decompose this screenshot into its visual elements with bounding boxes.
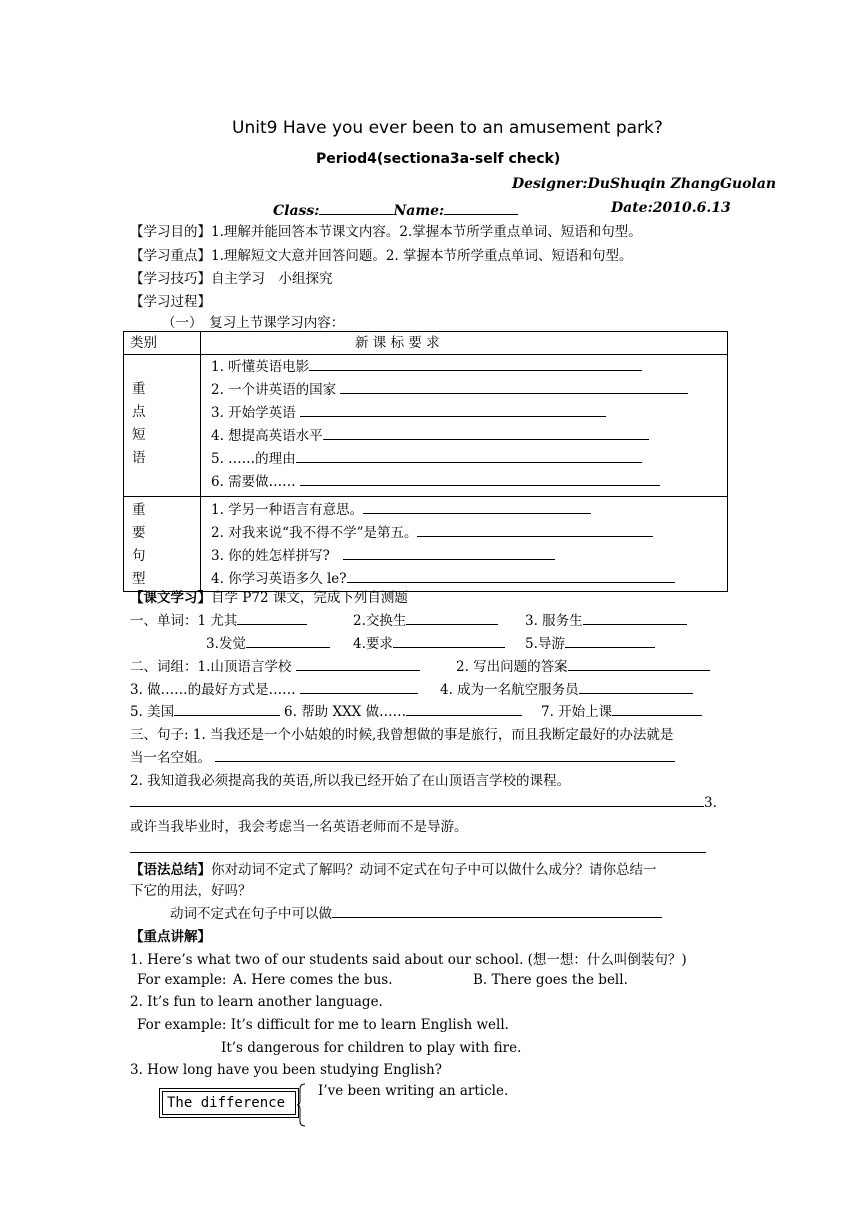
sentences-label: 三、句子: — [130, 727, 189, 743]
keypoint-1-example-label: For example: — [137, 972, 227, 988]
answer-blank[interactable] — [174, 701, 280, 716]
sentence-2: 2. 我知道我必须提高我的英语,所以我已经开始了在山顶语言学校的课程。 — [130, 773, 570, 789]
phrase-item — [284, 700, 522, 720]
list-item: 4. 你学习英语多久 le? — [201, 568, 727, 591]
list-item: 3. 你的姓怎样拼写? — [201, 545, 727, 568]
category-char: 句 — [132, 548, 146, 564]
answer-blank[interactable] — [323, 425, 649, 440]
answer-blank[interactable] — [246, 633, 330, 648]
keypoint-2-example-a: It’s difficult for me to learn English well. — [230, 1017, 509, 1033]
list-item: 4. 想提高英语水平 — [201, 425, 727, 448]
answer-blank[interactable] — [130, 838, 706, 853]
phrase-prompt: 5. 美国 — [130, 704, 175, 720]
sentence-prompt: 当一名空姐。 — [130, 750, 211, 766]
class-label: Class: — [273, 203, 320, 219]
list-item: 2. 对我来说“我不得不学”是第五。 — [201, 522, 727, 545]
page-title: Unit9 Have you ever been to an amusement park? — [232, 118, 663, 138]
phrase-prompt: 2. 写出问题的答案 — [456, 659, 568, 675]
answer-blank[interactable] — [406, 610, 498, 625]
header-category: 类别 — [124, 332, 201, 355]
phrase-items — [201, 355, 728, 497]
phrase-category — [124, 355, 201, 497]
lesson-heading: 【课文学习】 — [130, 590, 211, 606]
sentence-1-line-b — [130, 746, 675, 766]
answer-blank[interactable] — [583, 610, 687, 625]
answer-blank[interactable] — [393, 633, 505, 648]
phrase-prompt: 1.山顶语言学校 — [197, 659, 292, 675]
lesson-instructions: 自学 P72 课文，完成下列自测题 — [211, 590, 408, 606]
phrase-item — [456, 655, 710, 675]
category-char: 要 — [132, 525, 146, 541]
answer-blank[interactable] — [300, 679, 418, 694]
keypoint-1-example-a: A. Here comes the bus. — [233, 972, 393, 988]
list-item: 1. 听懂英语电影 — [201, 356, 727, 379]
category-char: 语 — [132, 450, 146, 466]
keypoint-3: 3. How long have you been studying English? — [130, 1062, 442, 1078]
sentence-3: 或许当我毕业时，我会考虑当一名英语老师而不是导游。 — [130, 819, 468, 835]
phrase-prompt: 4. 成为一名航空服务员 — [440, 682, 579, 698]
answer-blank[interactable] — [130, 792, 704, 807]
answer-blank[interactable] — [363, 499, 591, 514]
list-item: 5. ……的理由 — [201, 448, 727, 471]
name-blank — [444, 200, 518, 215]
phrase-prompt: 6. 帮助 XXX 做…… — [284, 704, 407, 720]
answer-blank[interactable] — [579, 679, 693, 694]
learning-focus: 【学习重点】1.理解短文大意并回答问题。2. 掌握本节所学重点单词、短语和句型。 — [130, 248, 633, 264]
lesson-heading-line — [130, 586, 408, 606]
keypoint-1: 1. Here’s what two of our students said about our school. (想一想：什么叫倒装句？) — [130, 952, 687, 968]
phrase-item — [130, 700, 280, 720]
answer-blank[interactable] — [215, 747, 675, 762]
word-prompt: 2.交换生 — [353, 613, 407, 629]
word-prompt: 1 尤其 — [197, 613, 238, 629]
keypoint-2-example-a-line — [137, 1017, 509, 1033]
review-heading: （一） 复习上节课学习内容： — [162, 315, 345, 331]
list-item: 2. 一个讲英语的国家 — [201, 379, 727, 402]
phrase-item — [130, 655, 420, 675]
sentence-1-line-a — [130, 723, 673, 743]
sentence-2-answer — [130, 792, 717, 811]
grammar-heading: 【语法总结】 — [130, 862, 211, 878]
category-char: 重 — [132, 381, 146, 397]
sentence-prompt: 1. 当我还是一个小姑娘的时候,我曾想做的事是旅行，而且我断定最好的办法就是 — [192, 727, 674, 743]
answer-blank[interactable] — [296, 656, 420, 671]
keypoints-heading: 【重点讲解】 — [130, 929, 211, 945]
grammar-line-b: 下它的用法，好吗？ — [130, 883, 252, 899]
date-line: Date:2010.6.13 — [611, 200, 731, 216]
category-char: 短 — [132, 427, 146, 443]
answer-blank[interactable] — [309, 356, 642, 371]
answer-blank[interactable] — [332, 903, 662, 918]
list-item: 6. 需要做…… — [201, 471, 727, 494]
word-prompt: 4.要求 — [353, 636, 393, 652]
answer-blank[interactable] — [406, 701, 522, 716]
class-blank — [319, 200, 393, 215]
answer-blank[interactable] — [343, 545, 555, 560]
word-prompt: 3. 服务生 — [525, 613, 583, 629]
words-label: 一、单词： — [130, 613, 198, 629]
sentence-3-number: 3. — [704, 795, 717, 811]
word-prompt: 5.导游 — [525, 636, 565, 652]
keypoint-2-example-b: It’s dangerous for children to play with fire. — [221, 1040, 522, 1056]
answer-blank[interactable] — [612, 701, 702, 716]
answer-blank[interactable] — [565, 633, 655, 648]
difference-example: I’ve been writing an article. — [318, 1083, 509, 1099]
grammar-line-a — [130, 858, 657, 878]
name-label: Name: — [393, 203, 445, 219]
word-item — [353, 632, 505, 652]
category-char: 点 — [132, 404, 146, 420]
sentence-3-answer — [130, 838, 706, 857]
grammar-prompt-line — [170, 902, 662, 922]
list-item: 3. 开始学英语 — [201, 402, 727, 425]
keypoint-2: 2. It’s fun to learn another language. — [130, 994, 383, 1010]
class-name-line — [273, 200, 518, 219]
sentence-group-row — [124, 497, 728, 592]
answer-blank[interactable] — [568, 656, 710, 671]
word-item — [353, 609, 498, 629]
difference-box: The difference — [162, 1091, 296, 1115]
category-char: 型 — [132, 571, 146, 587]
phrase-item — [130, 678, 418, 698]
requirements-table — [123, 331, 728, 592]
phrases-label: 二、词组： — [130, 659, 198, 675]
keypoint-2-example-label: For example: — [137, 1017, 227, 1033]
sentence-category — [124, 497, 201, 592]
word-item — [525, 609, 687, 629]
learning-goal: 【学习目的】1.理解并能回答本节课文内容。2.掌握本节所学重点单词、短语和句型。 — [130, 224, 642, 240]
list-item: 1. 学另一种语言有意思。 — [201, 499, 727, 522]
phrase-prompt: 7. 开始上课 — [541, 704, 613, 720]
left-brace-icon — [296, 1083, 306, 1127]
period-subtitle: Period4(sectiona3a-self check) — [316, 151, 561, 167]
sentence-items — [201, 497, 728, 592]
learning-process: 【学习过程】 — [130, 294, 211, 310]
answer-blank[interactable] — [340, 379, 688, 394]
keypoint-1-example-b: B. There goes the bell. — [473, 972, 628, 988]
answer-blank[interactable] — [300, 471, 660, 486]
phrase-item — [440, 678, 693, 698]
answer-blank[interactable] — [237, 610, 307, 625]
word-item — [525, 632, 655, 652]
learning-skills: 【学习技巧】自主学习 小组探究 — [130, 271, 333, 287]
word-item — [206, 632, 330, 652]
answer-blank[interactable] — [417, 522, 653, 537]
grammar-prompt: 动词不定式在句子中可以做 — [170, 906, 332, 922]
category-char: 重 — [132, 502, 146, 518]
designer-line: Designer:DuShuqin ZhangGuolan — [512, 176, 777, 192]
phrase-prompt: 3. 做……的最好方式是…… — [130, 682, 296, 698]
answer-blank[interactable] — [296, 448, 642, 463]
answer-blank[interactable] — [300, 402, 606, 417]
word-prompt: 3.发觉 — [206, 636, 246, 652]
table-header-row — [124, 332, 728, 355]
words-line-1 — [130, 609, 307, 629]
header-requirement: 新 课 标 要 求 — [201, 332, 728, 355]
phrase-item — [541, 700, 702, 720]
answer-blank[interactable] — [347, 568, 675, 583]
phrase-group-row — [124, 355, 728, 497]
grammar-question: 你对动词不定式了解吗？动词不定式在句子中可以做什么成分？请你总结一 — [211, 862, 657, 878]
